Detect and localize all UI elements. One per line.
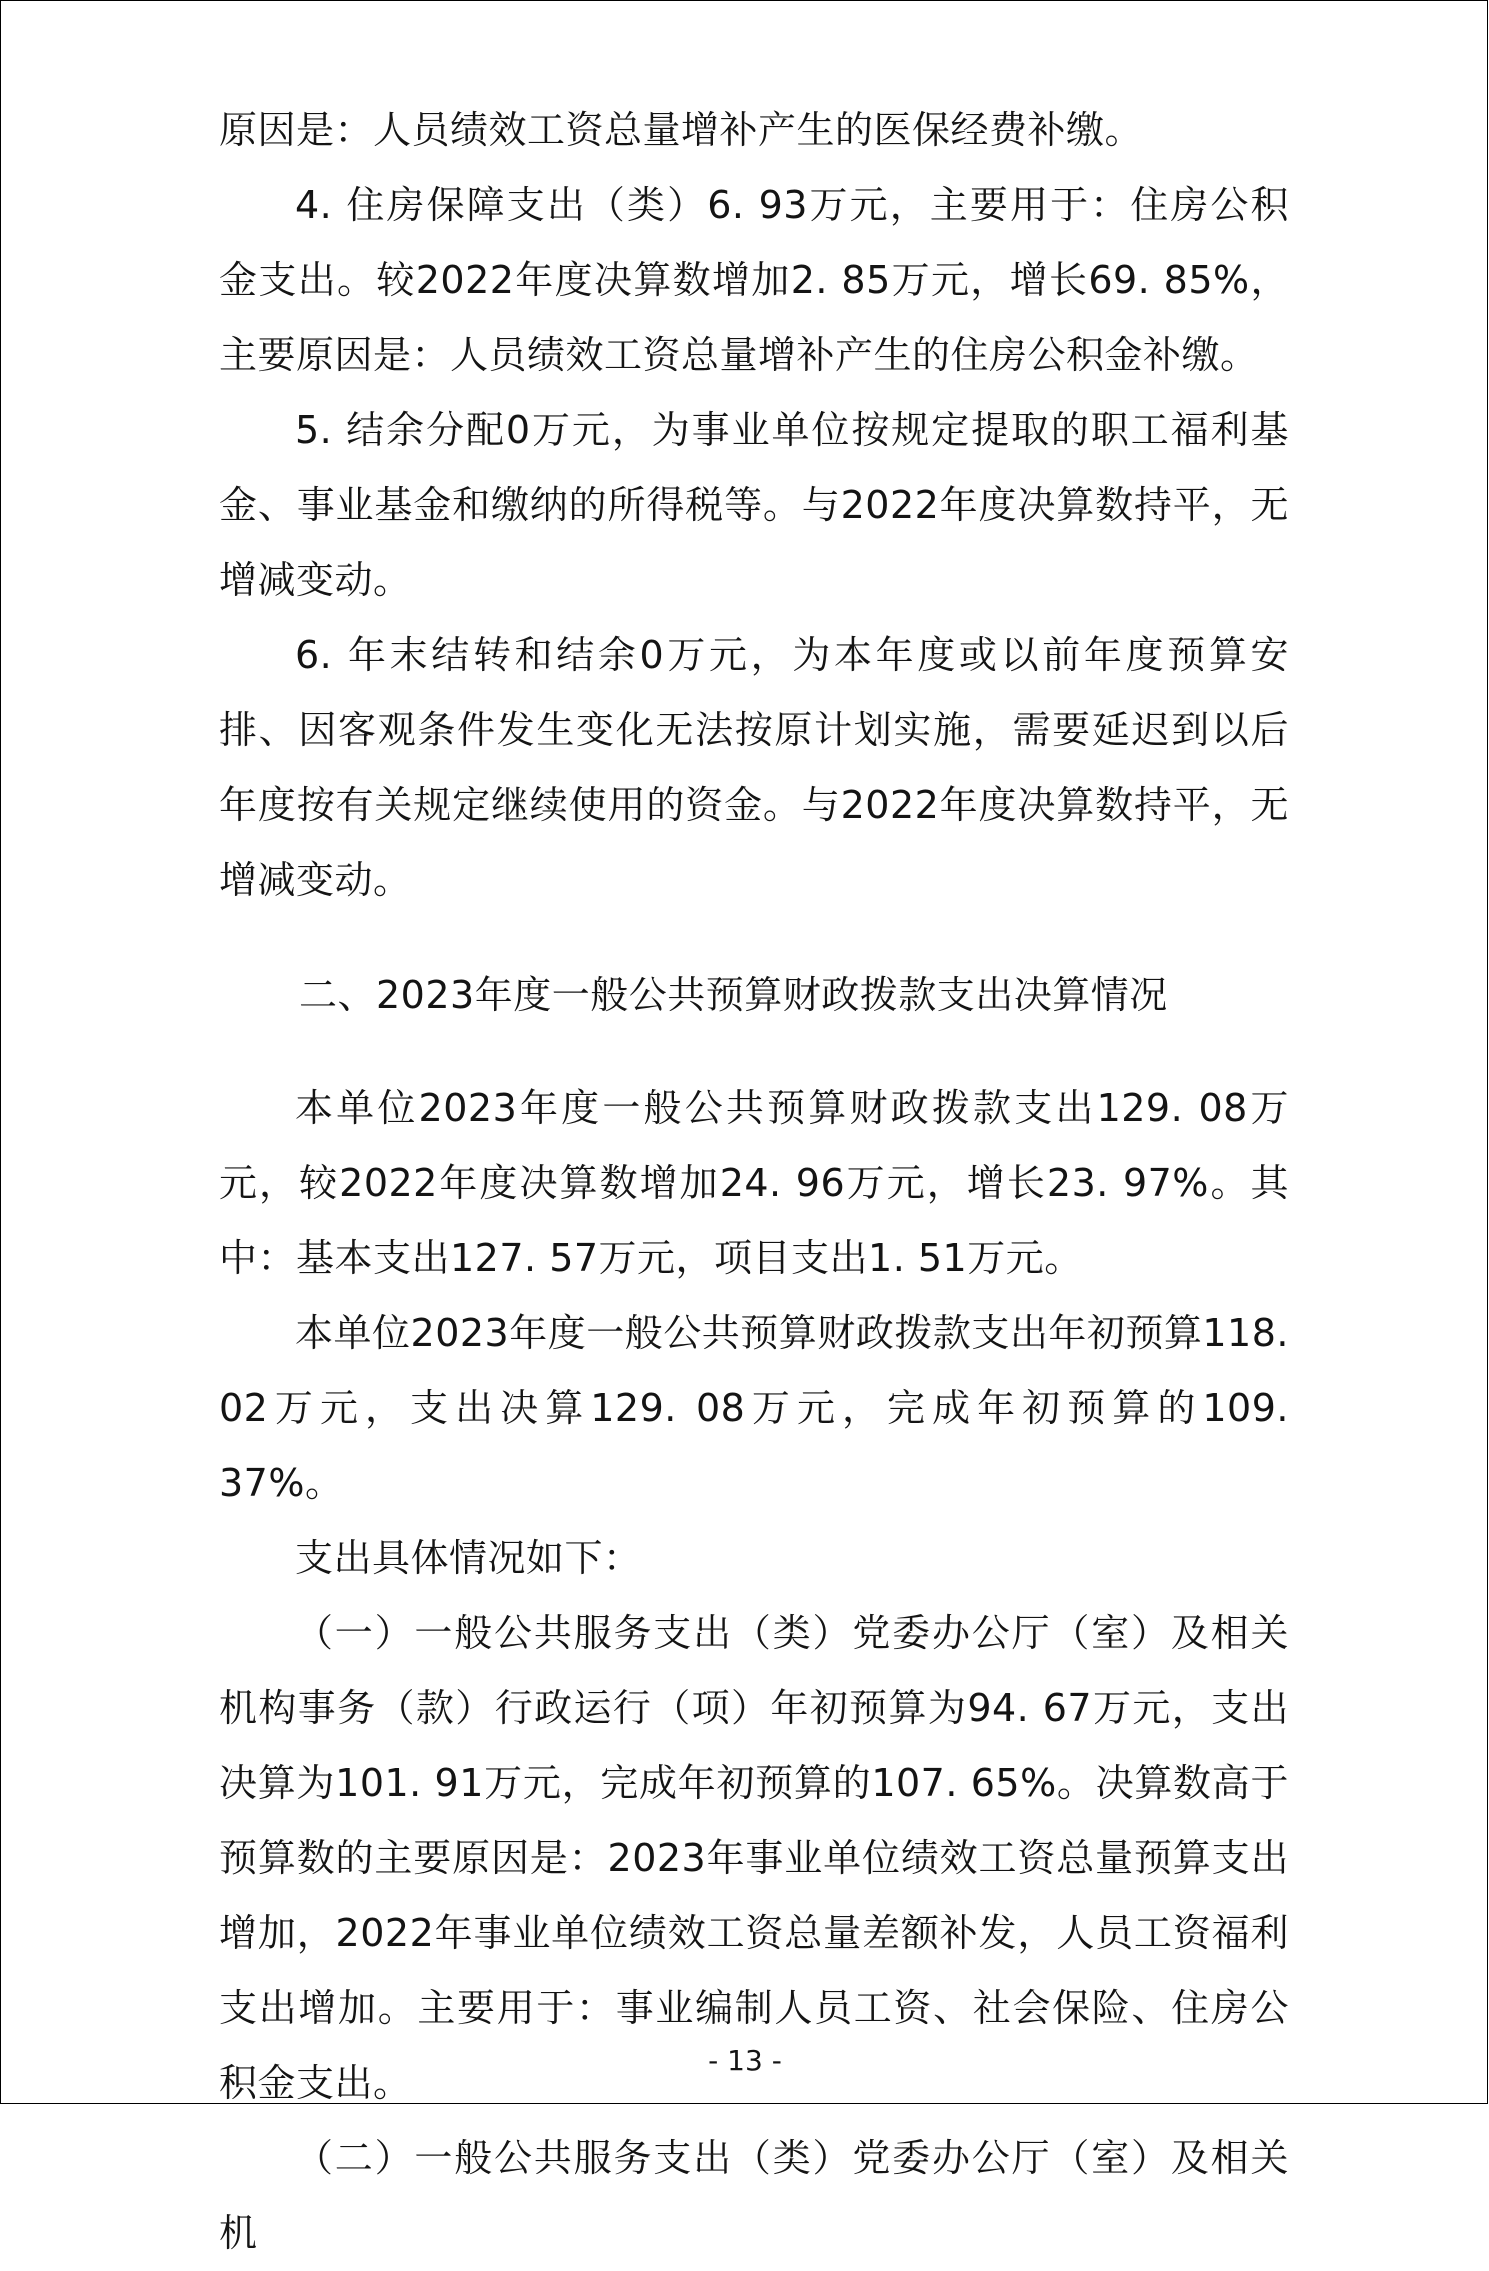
document-body <box>219 93 1289 2271</box>
paragraph-medical-insurance-reason: 原因是：人员绩效工资总量增补产生的医保经费补缴。 <box>219 108 1144 152</box>
paragraph-expenditure-total: 本单位2023年度一般公共预算财政拨款支出129. 08万元，较2022年度决算数增加24. 96万元，增长23. 97%。其中：基本支出127. 57万元，项目支出1. 51万元。 <box>219 1086 1289 1280</box>
section-heading: 二、2023年度一般公共预算财政拨款支出决算情况 <box>299 973 1168 1017</box>
paragraph-item-one: （一）一般公共服务支出（类）党委办公厅（室）及相关机构事务（款）行政运行（项）年初预算为94. 67万元，支出决算为101. 91万元，完成年初预算的107. 65%。决算数高于预算数的主要原因是：2023年事业单位绩效工资总量预算支出增加，2022年事业单位绩效工资总量差额补发，人员工资福利支出增加。主要用于：事业编制人员工资、社会保险、住房公积金支出。 <box>219 1611 1289 2105</box>
paragraph-year-end-balance: 6. 年末结转和结余0万元，为本年度或以前年度预算安排、因客观条件发生变化无法按原计划实施，需要延迟到以后年度按有关规定继续使用的资金。与2022年度决算数持平，无增减变动。 <box>219 633 1289 902</box>
paragraph-budget-completion: 本单位2023年度一般公共预算财政拨款支出年初预算118. 02万元，支出决算129. 08万元，完成年初预算的109. 37%。 <box>219 1311 1289 1505</box>
paragraph-details-intro: 支出具体情况如下： <box>295 1536 642 1580</box>
paragraph-surplus-distribution: 5. 结余分配0万元，为事业单位按规定提取的职工福利基金、事业基金和缴纳的所得税等。与2022年度决算数持平，无增减变动。 <box>219 408 1289 602</box>
page-number: - 13 - <box>708 2044 782 2077</box>
paragraph-item-two: （二）一般公共服务支出（类）党委办公厅（室）及相关机 <box>219 2136 1289 2255</box>
paragraph-housing-security: 4. 住房保障支出（类）6. 93万元，主要用于：住房公积金支出。较2022年度决算数增加2. 85万元，增长69. 85%，主要原因是：人员绩效工资总量增补产生的住房公积金补缴。 <box>219 183 1289 377</box>
